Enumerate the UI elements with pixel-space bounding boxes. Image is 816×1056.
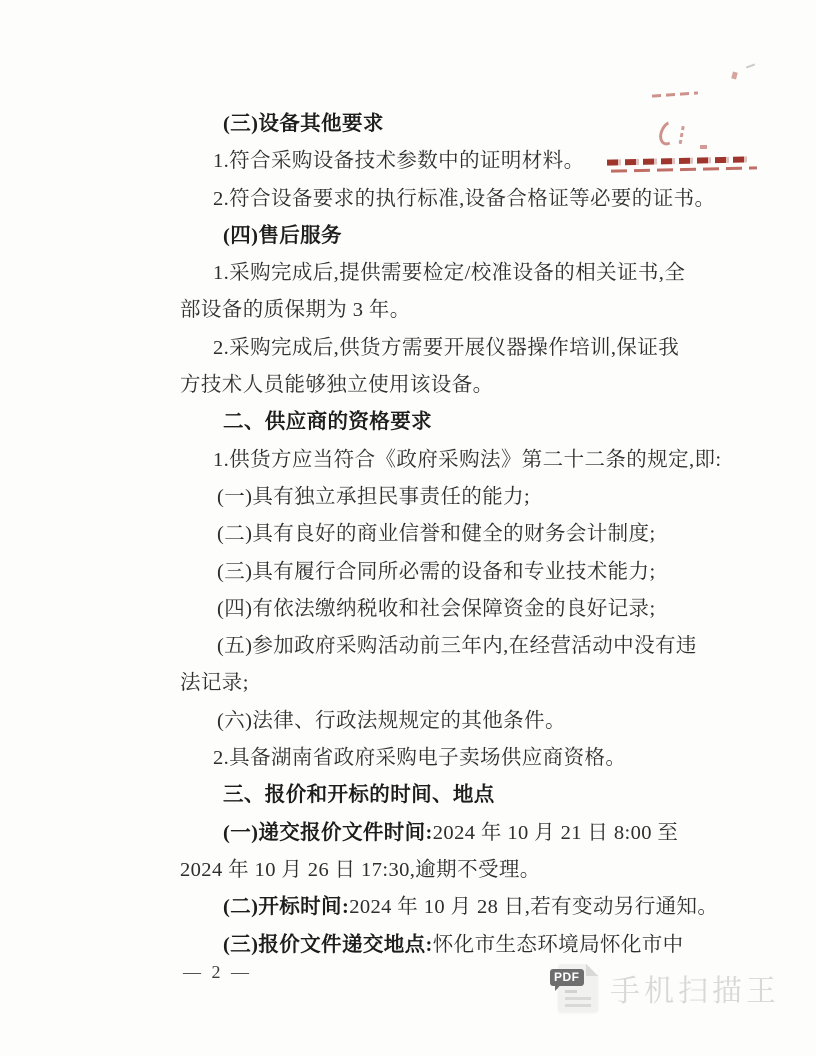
doc-line (180, 554, 736, 591)
document-line-decor (565, 997, 591, 1000)
doc-line (180, 479, 736, 516)
line-text: (三)具有履行合同所必需的设备和专业技术能力; (217, 560, 656, 583)
line-text: 方技术人员能够独立使用该设备。 (180, 374, 494, 397)
line-text: 2024 年 10 月 28 日,若有变动另行通知。 (349, 896, 719, 919)
doc-line (180, 852, 736, 889)
line-text: 2024 年 10 月 26 日 17:30,逾期不受理。 (180, 858, 541, 881)
document-body (180, 106, 736, 964)
doc-line (180, 143, 736, 180)
document-line-decor (565, 1004, 591, 1007)
line-text: 法记录; (180, 672, 249, 695)
document-line-decor (565, 990, 577, 993)
stamp-mark (652, 91, 698, 97)
doc-line (180, 516, 736, 553)
doc-line (180, 665, 736, 702)
doc-line (180, 367, 736, 404)
line-bold-text: (三)报价文件递交地点: (223, 933, 433, 956)
line-text: (二)具有良好的商业信誉和健全的财务会计制度; (217, 523, 656, 546)
line-text: (六)法律、行政法规规定的其他条件。 (217, 709, 566, 732)
line-text: 2.具备湖南省政府采购电子卖场供应商资格。 (213, 747, 627, 770)
line-bold-text: 三、报价和开标的时间、地点 (223, 784, 495, 807)
line-bold-text: (一)递交报价文件时间: (223, 821, 433, 844)
pdf-badge: PDF (550, 969, 584, 986)
stamp-mark (731, 71, 738, 79)
scanner-watermark (552, 960, 780, 1016)
line-text: 2.符合设备要求的执行标准,设备合格证等必要的证书。 (213, 187, 716, 210)
line-bold-text: (二)开标时间: (223, 896, 350, 919)
doc-line (180, 181, 736, 218)
scan-artifact (746, 64, 755, 69)
page-number: — 2 — (183, 962, 252, 982)
doc-line (180, 703, 736, 740)
line-bold-text: (四)售后服务 (223, 224, 342, 247)
doc-line (180, 442, 736, 479)
doc-line (180, 218, 736, 255)
line-bold-text: (三)设备其他要求 (223, 113, 384, 135)
doc-line (180, 106, 736, 143)
line-text: 2.采购完成后,供货方需要开展仪器操作培训,保证我 (213, 336, 680, 359)
line-text: (五)参加政府采购活动前三年内,在经营活动中没有违 (217, 635, 697, 658)
doc-line (180, 740, 736, 777)
doc-line (180, 628, 736, 665)
line-text: (一)具有独立承担民事责任的能力; (217, 485, 531, 508)
line-text: 1.供货方应当符合《政府采购法》第二十二条的规定,即: (213, 448, 722, 471)
watermark-text: 手机扫描王 (610, 975, 780, 1008)
doc-line (180, 404, 736, 441)
line-text: 部设备的质保期为 3 年。 (180, 299, 411, 322)
doc-line (180, 255, 736, 292)
folded-corner-shape (586, 964, 598, 976)
doc-line (180, 927, 736, 964)
line-text: 怀化市生态环境局怀化市中 (432, 933, 684, 956)
line-text: 1.采购完成后,提供需要检定/校准设备的相关证书,全 (213, 262, 686, 285)
line-bold-text: 二、供应商的资格要求 (223, 411, 432, 434)
doc-line (180, 815, 736, 852)
doc-line (180, 292, 736, 329)
doc-line (180, 330, 736, 367)
line-text: (四)有依法缴纳税收和社会保障资金的良好记录; (217, 597, 656, 620)
pdf-document-icon (552, 960, 600, 1016)
doc-line (180, 889, 736, 926)
line-text: 2024 年 10 月 21 日 8:00 至 (432, 821, 679, 844)
doc-line (180, 591, 736, 628)
doc-line (180, 777, 736, 814)
line-text: 1.符合采购设备技术参数中的证明材料。 (213, 150, 585, 173)
